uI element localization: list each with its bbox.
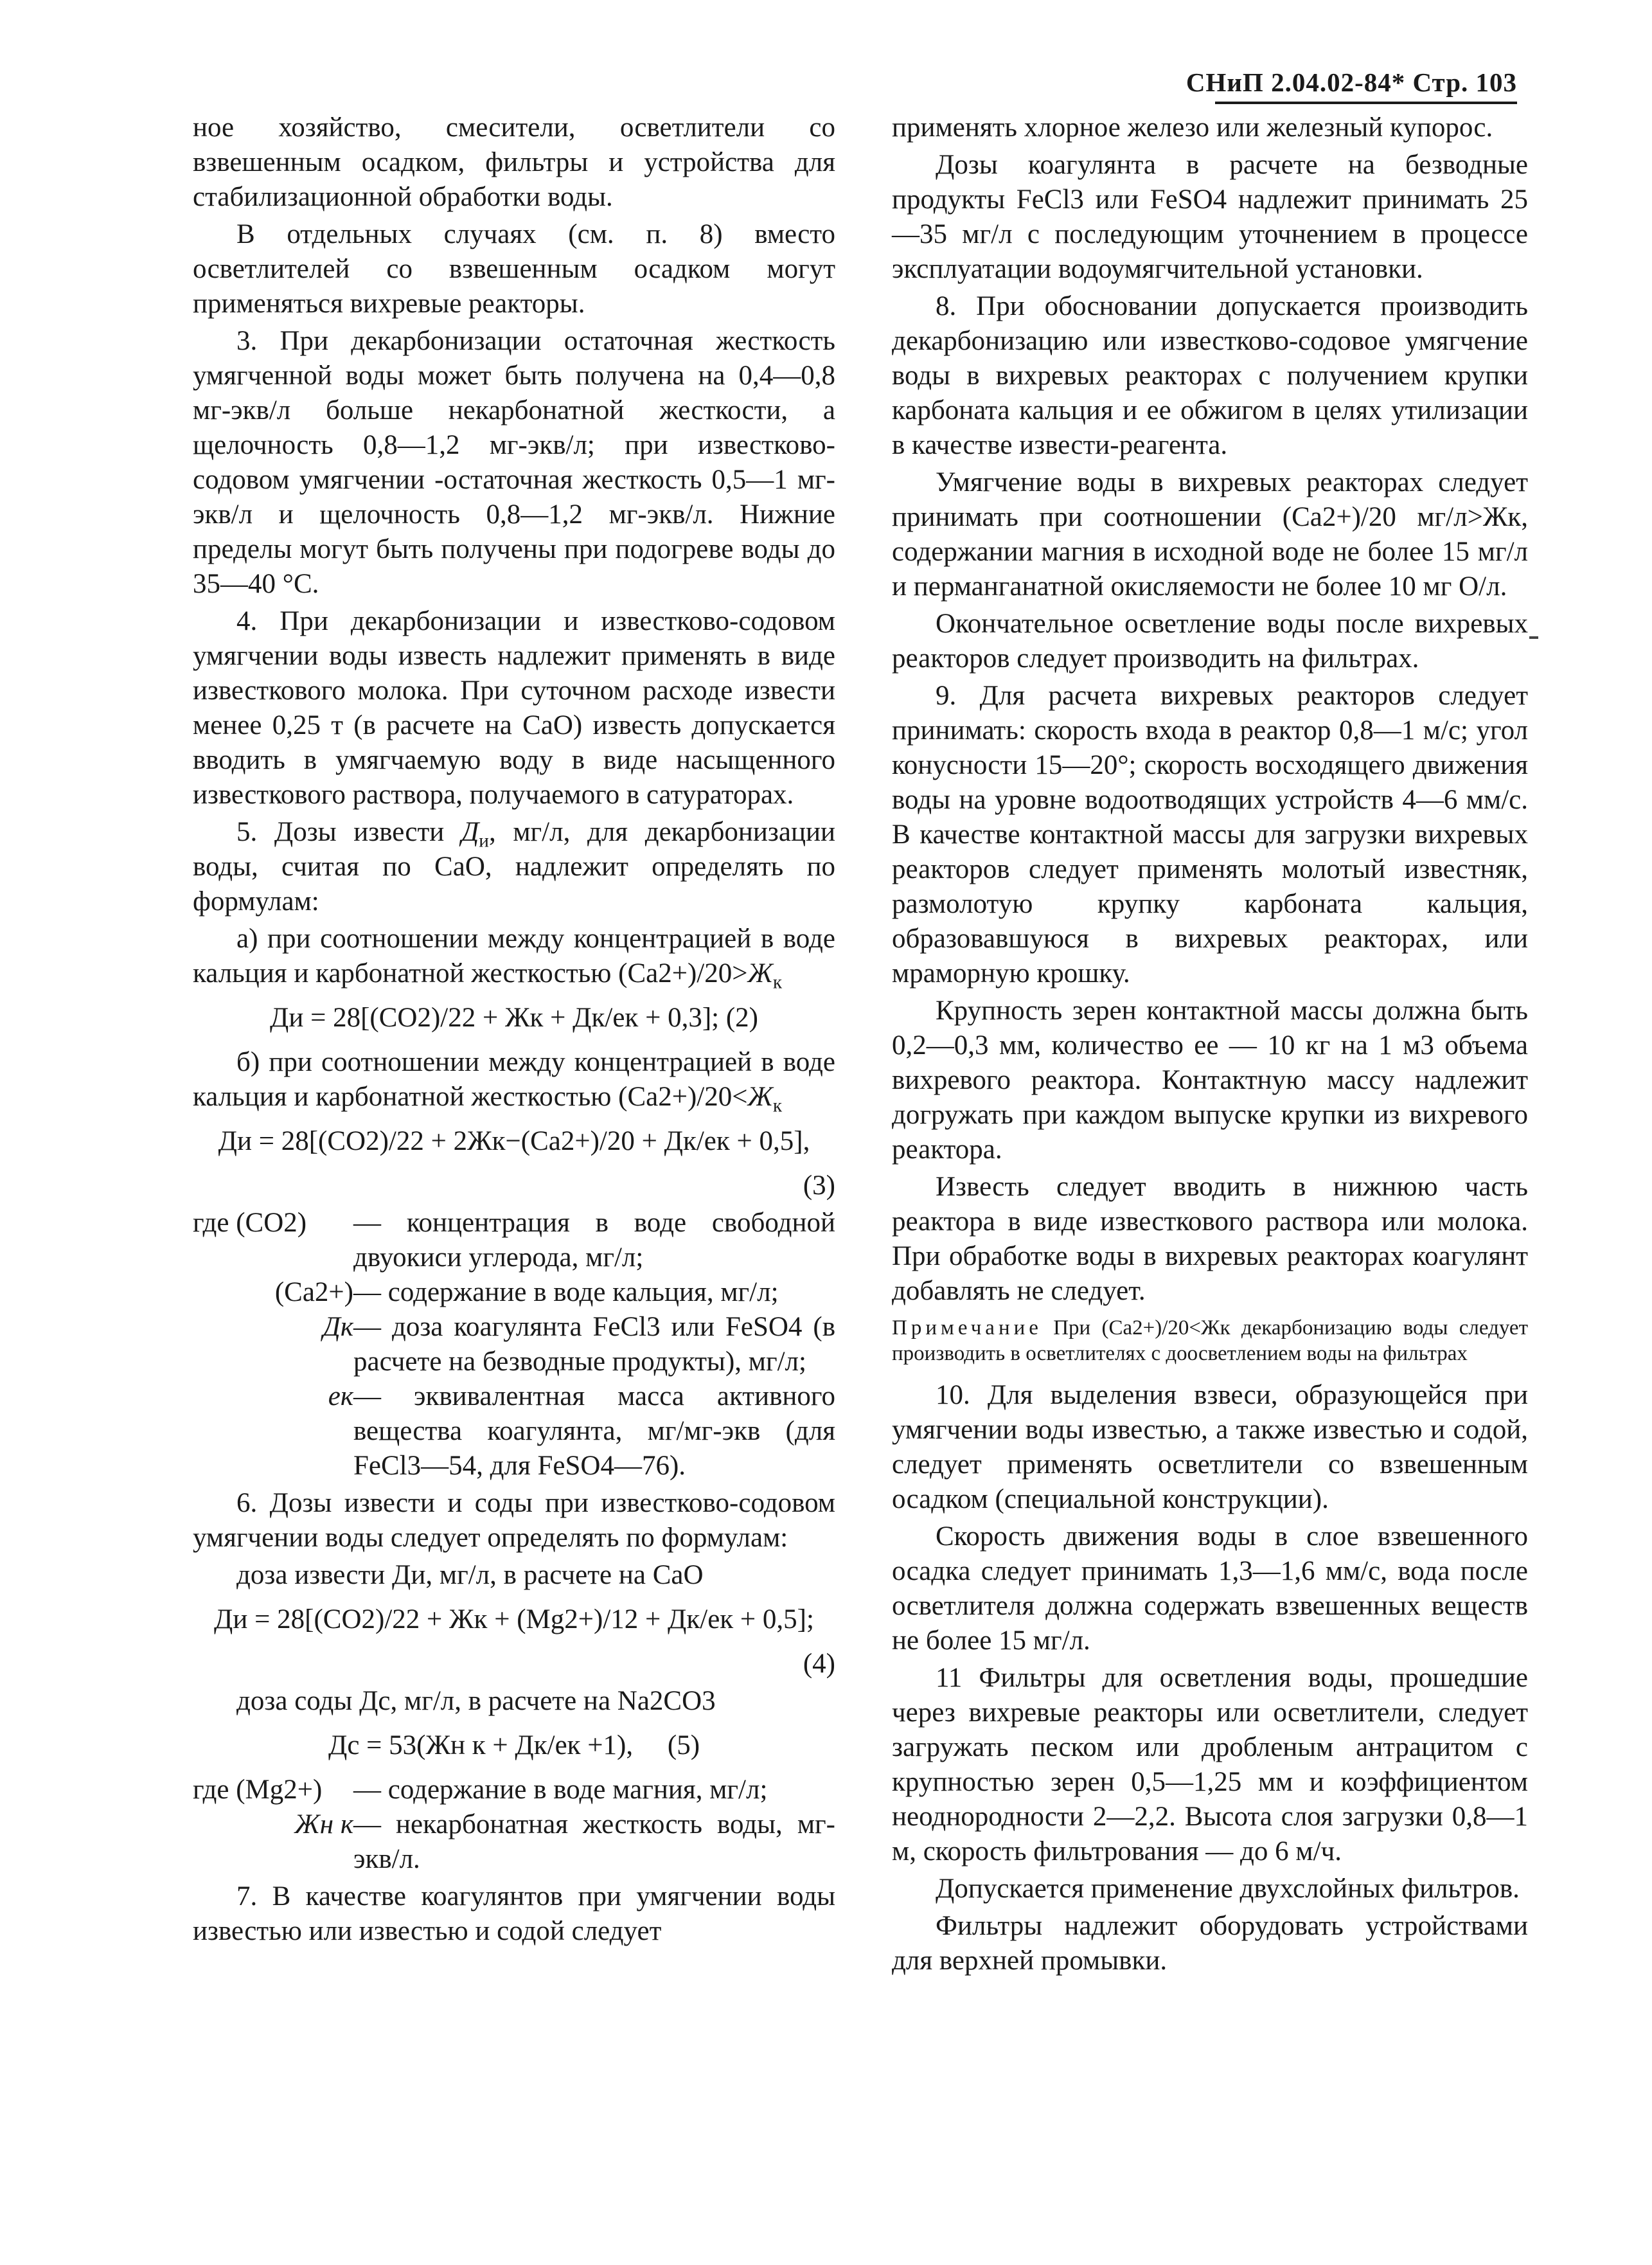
formula-4-number: (4): [803, 1649, 835, 1679]
where-definition: — некарбонатная жесткость воды, мг-экв/л.: [353, 1809, 835, 1874]
right-column: [892, 111, 1528, 1981]
where-row: [193, 1310, 835, 1379]
right-paragraph-5: Окончательное осветление воды после вихревых реакторов следует производить на фильтрах.: [892, 609, 1528, 674]
where-definition: — доза коагулянта FeCl3 или FeSO4 (в расчете на безводные продукты), мг/л;: [353, 1312, 835, 1377]
pb-symbol-sub: к: [772, 1095, 783, 1116]
left-paragraph-7: 7. В качестве коагулянтов при умягчении воды известью или известью и содой следует: [193, 1881, 835, 1946]
where-symbol: Дк: [323, 1312, 353, 1342]
where-row: [193, 1773, 835, 1807]
dose-lime-line: доза извести Ди, мг/л, в расчете на СаО: [236, 1560, 704, 1590]
p5-symbol: Д: [461, 817, 479, 847]
where-symbol: (Ca2+): [274, 1277, 353, 1307]
left-paragraph-1: ное хозяйство, смесители, осветлители со взвешенным осадком, фильтры и устройства для стабилизационной обработки воды.: [193, 112, 835, 212]
left-paragraph-5: [193, 815, 835, 919]
left-paragraph-a: [193, 922, 835, 991]
right-paragraph-9: 10. Для выделения взвеси, образующейся при умягчении воды известью, а также известью и содой, следует применять осветлители со взвешенным осадком (специальной конструкции).: [892, 1380, 1528, 1514]
right-paragraph-13: Фильтры надлежит оборудовать устройствами для верхней промывки.: [892, 1911, 1528, 1976]
margin-mark: [1529, 636, 1538, 639]
where-definition: — концентрация в воде свободной двуокиси углерода, мг/л;: [353, 1208, 835, 1273]
where-row: [193, 1275, 835, 1310]
page-header: СНиП 2.04.02-84* Стр. 103: [1186, 67, 1517, 97]
formula-2: Ди = 28[(СО2)/22 + Жк + Дк/ек + 0,3]; (2): [270, 1003, 758, 1033]
where-definition: — эквивалентная масса активного вещества коагулянта, мг/мг-экв (для FeCl3—54, для FeSO4—76).: [353, 1381, 835, 1481]
formula-3: Ди = 28[(СО2)/22 + 2Жк−(Ca2+)/20 + Дк/ек + 0,5],: [218, 1126, 810, 1156]
left-paragraph-4: 4. При декарбонизации и известково-содовом умягчении воды известь надлежит применять в виде известкового молока. При суточном расходе извести менее 0,25 т (в расчете на СаО) известь допускается вводить в умягчаемую воду в виде насыщенного известкового раствора, получаемого в сатураторах.: [193, 606, 835, 810]
pa-text: а) при соотношении между концентрацией в воде кальция и карбонатной жесткостью (Ca2+)/20>: [193, 924, 835, 989]
where-row: [193, 1206, 835, 1275]
right-paragraph-11: 11 Фильтры для осветления воды, прошедшие через вихревые реакторы или осветлители, следует загружать песком или дробленым антрацитом с крупностью зерен 0,5—1,25 мм и коэффициентом неоднородности 2—2,2. Высота слоя загрузки 0,8—1 м, скорость фильтрования — до 6 м/ч.: [892, 1663, 1528, 1867]
where-definition: — содержание в воде кальция, мг/л;: [353, 1277, 779, 1307]
p5-symbol-sub: и: [479, 830, 489, 852]
formula-5: Дс = 53(Жн к + Дк/ек +1), (5): [328, 1730, 700, 1760]
where-intro: где (Mg2+): [193, 1775, 323, 1805]
where-block-1: [193, 1206, 835, 1483]
right-paragraph-2: Дозы коагулянта в расчете на безводные продукты FeCl3 или FeSO4 надлежит принимать 25—35 мг/л с последующим уточнением в процессе эксплуатации водоумягчительной установки.: [892, 150, 1528, 284]
note-block: [892, 1315, 1528, 1366]
right-paragraph-1: применять хлорное железо или железный купорос.: [892, 112, 1493, 143]
dose-soda-line: доза соды Дс, мг/л, в расчете на Na2CO3: [236, 1686, 716, 1716]
where-block-2: [193, 1773, 835, 1877]
pb-text: б) при соотношении между концентрацией в воде кальция и карбонатной жесткостью (Ca2+)/20<: [193, 1047, 835, 1112]
left-paragraph-3: 3. При декарбонизации остаточная жесткость умягченной воды может быть получена на 0,4—0,8 мг-экв/л больше некарбонатной жесткости, а щелочность 0,8—1,2 мг-экв/л; при известково-содовом умягчении -остаточная жесткость 0,5—1 мг-экв/л и щелочность 0,8—1,2 мг-экв/л. Нижние пределы могут быть получены при подогреве воды до 35—40 °С.: [193, 326, 835, 599]
formula-3-number: (3): [803, 1170, 835, 1201]
where-symbol: Жн к: [294, 1809, 353, 1840]
pa-symbol: Ж: [747, 958, 773, 989]
right-paragraph-12: Допускается применение двухслойных фильтров.: [936, 1874, 1520, 1904]
left-paragraph-2: В отдельных случаях (см. п. 8) вместо осветлителей со взвешенным осадком могут применяться вихревые реакторы.: [193, 219, 835, 319]
right-paragraph-6: 9. Для расчета вихревых реакторов следует принимать: скорость входа в реактор 0,8—1 м/с; угол конусности 15—20°; скорость восходящего движения воды на уровне водоотводящих устройств 4—6 мм/с. В качестве контактной массы для загрузки вихревых реакторов следует применять молотый известняк, размолотую крупку карбоната кальция, образовавшуюся в вихревых реакторах, или мраморную крошку.: [892, 681, 1528, 989]
p5-text-b: , мг/л, для декарбонизации воды, считая по СаО, надлежит определять по формулам:: [193, 817, 835, 917]
pa-symbol-sub: к: [772, 972, 783, 993]
left-paragraph-b: [193, 1045, 835, 1115]
left-column: [193, 111, 835, 1951]
right-paragraph-7: Крупность зерен контактной массы должна быть 0,2—0,3 мм, количество ее — 10 кг на 1 м3 объема вихревого реактора. Контактную массу надлежит догружать при каждом выпуске крупки из вихревого реактора.: [892, 996, 1528, 1165]
note-text: При (Ca2+)/20<Жк декарбонизацию воды следует производить в осветлителях с доосветлением воды на фильтрах: [892, 1316, 1529, 1365]
where-intro: где (СО2): [193, 1208, 307, 1238]
right-paragraph-4: Умягчение воды в вихревых реакторах следует принимать при соотношении (Ca2+)/20 мг/л>Жк, содержании магния в исходной воде не более 15 мг/л и перманганатной окисляемости не более 10 мг О/л.: [892, 467, 1528, 602]
p5-text-a: 5. Дозы извести: [236, 817, 461, 847]
formula-5-number: (5): [667, 1730, 700, 1760]
pb-symbol: Ж: [747, 1082, 773, 1112]
header-rule: [1215, 102, 1517, 104]
where-symbol: ек: [328, 1381, 353, 1411]
right-paragraph-3: 8. При обосновании допускается производить декарбонизацию или известково-содовое умягчение воды в вихревых реакторах с получением крупки карбоната кальция и ее обжигом в целях утилизации в качестве извести-реагента.: [892, 291, 1528, 460]
where-row: [193, 1807, 835, 1877]
note-label: Примечание: [892, 1316, 1042, 1339]
where-row: [193, 1379, 835, 1483]
right-paragraph-10: Скорость движения воды в слое взвешенного осадка следует принимать 1,3—1,6 мм/с, вода после осветлителя должна содержать взвешенных веществ не более 15 мг/л.: [892, 1521, 1528, 1656]
right-paragraph-8: Известь следует вводить в нижнюю часть реактора в виде известкового раствора или молока. При обработке воды в вихревых реакторах коагулянт добавлять не следует.: [892, 1172, 1528, 1306]
left-paragraph-6: 6. Дозы извести и соды при известково-содовом умягчении воды следует определять по формулам:: [193, 1488, 835, 1553]
where-definition: — содержание в воде магния, мг/л;: [353, 1775, 768, 1805]
formula-4: Ди = 28[(СО2)/22 + Жк + (Mg2+)/12 + Дк/ек + 0,5];: [214, 1604, 814, 1634]
